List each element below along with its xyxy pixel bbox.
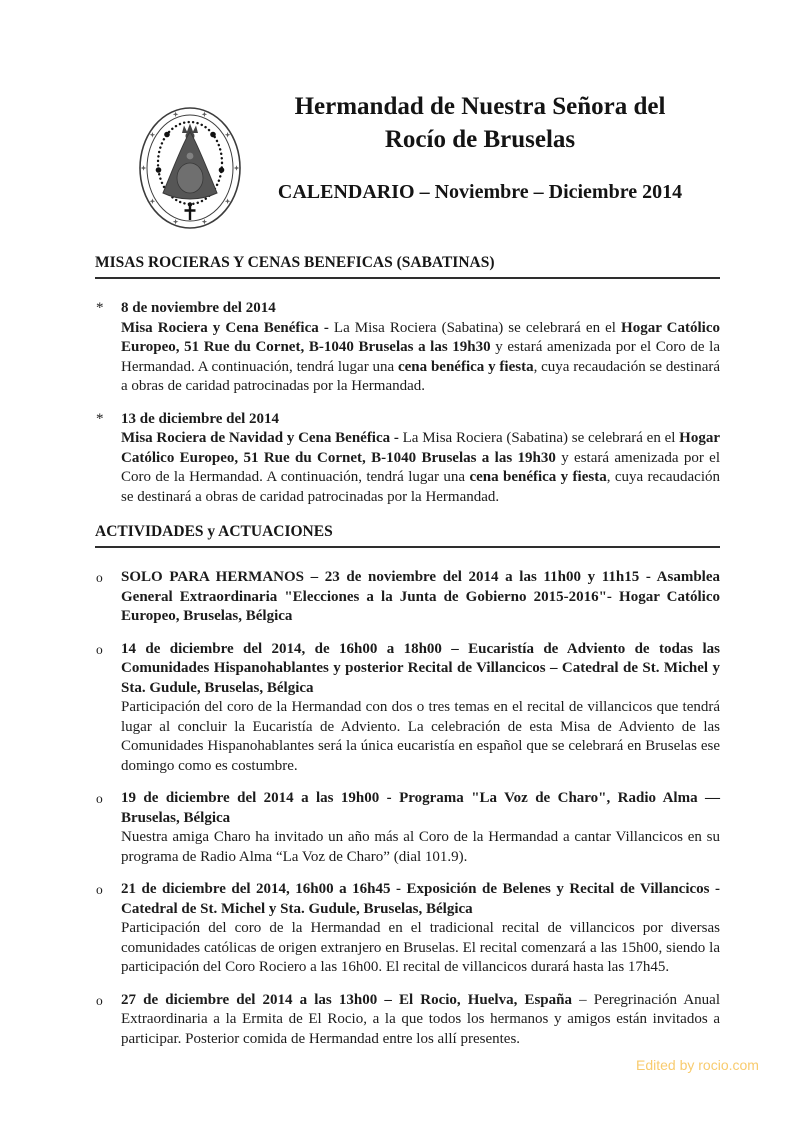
- item-list: [95, 299, 720, 507]
- list-item: [95, 410, 720, 508]
- section-actividades: [95, 523, 720, 1049]
- item-paragraph: Participación del coro de la Hermandad con dos o tres temas en el recital de villancicos que tendrá lugar al concluir la Eucaristía de Adviento. La celebración de esta Misa de Adviento de las Comunidades Hispanohablantes será la única eucaristía en español que se celebrará en Bruselas ese domingo como es costumbre.: [121, 699, 720, 774]
- item-paragraph: Participación del coro de la Hermandad en el tradicional recital de villancicos por diversas comunidades católicas de origen extranjero en Bruselas. El recital comenzará a las 15h00, siendo la participación del Coro Rociero a las 16h00. El recital de villancicos durará hasta las 17h45.: [121, 920, 720, 975]
- item-paragraph: Nuestra amiga Charo ha invitado un año más al Coro de la Hermandad a cantar Villancicos en su programa de Radio Alma “La Voz de Charo” (dial 101.9).: [121, 829, 720, 865]
- list-item: [95, 299, 720, 397]
- bullet-marker: *: [96, 410, 104, 427]
- virgen-del-rocio-icon: [138, 106, 242, 230]
- page-title-line1: Hermandad de Nuestra Señora del: [294, 93, 666, 120]
- section-misas-rocieras: [95, 254, 720, 507]
- item-paragraph: SOLO PARA HERMANOS – 23 de noviembre del 2014 a las 11h00 y 11h15 - Asamblea General Extraordinaria "Elecciones a la Junta de Gobierno 2015-2016"- Hogar Católico Europeo, Bruselas, Bélgica: [121, 569, 720, 624]
- item-paragraph: Misa Rociera y Cena Benéfica - La Misa Rociera (Sabatina) se celebrará en el Hogar Católico Europeo, 51 Rue du Cornet, B-1040 Bruselas a las 19h30 y estará amenizada por el Coro de la Hermandad. A continuación, tendrá lugar una cena benéfica y fiesta, cuya recaudación se destinará a obras de caridad patrocinadas por la Hermandad.: [121, 319, 720, 394]
- list-item: [95, 568, 720, 627]
- item-paragraph: 14 de diciembre del 2014, de 16h00 a 18h00 – Eucaristía de Adviento de todas las Comunidades Hispanohablantes y posterior Recital de Villancicos – Catedral de St. Michel y Sta. Gudule, Bruselas, Bélgica: [121, 640, 720, 696]
- list-item: [95, 640, 720, 777]
- bullet-marker: o: [96, 641, 103, 657]
- bullet-marker: o: [96, 882, 103, 897]
- title-block: [240, 90, 720, 156]
- footer-credit: Edited by rocio.com: [636, 1057, 759, 1073]
- item-paragraph: 21 de diciembre del 2014, 16h00 a 16h45 - Exposición de Belenes y Recital de Villancicos - Catedral de St. Michel y Sta. Gudule, Bruselas, Bélgica: [121, 881, 720, 917]
- page-title-line2: Rocío de Bruselas: [384, 126, 576, 153]
- bullet-marker: o: [96, 570, 103, 585]
- section-heading-actividades: ACTIVIDADES y ACTUACIONES: [95, 523, 720, 548]
- list-item: [95, 789, 720, 867]
- page-title: [240, 90, 720, 156]
- list-item: [95, 991, 720, 1050]
- item-paragraph: 13 de diciembre del 2014: [121, 410, 280, 427]
- hermandad-logo: [138, 106, 242, 230]
- item-paragraph: Misa Rociera de Navidad y Cena Benéfica - La Misa Rociera (Sabatina) se celebrará en el Hogar Católico Europeo, 51 Rue du Cornet, B-1040 Bruselas a las 19h30 y estará amenizada por el Coro de la Hermandad. A continuación, tendrá lugar una cena benéfica y fiesta, cuya recaudación se destinará a obras de caridad patrocinadas por la Hermandad.: [121, 430, 720, 505]
- bullet-marker: *: [96, 300, 104, 316]
- list-item: [95, 880, 720, 978]
- bullet-marker: o: [96, 791, 103, 806]
- calendar-subtitle: CALENDARIO – Noviembre – Diciembre 2014: [277, 181, 683, 203]
- document-content: [95, 254, 720, 1065]
- item-list: [95, 568, 720, 1049]
- section-heading-misas: MISAS ROCIERAS Y CENAS BENEFICAS (SABATINAS): [95, 254, 720, 279]
- item-paragraph: 8 de noviembre del 2014: [121, 300, 276, 316]
- item-paragraph: 27 de diciembre del 2014 a las 13h00 – El Rocio, Huelva, España – Peregrinación Anual Extraordinaria a la Ermita de El Rocio, a la que todos los hermanos y amigos están invitados a participar. Posterior comida de Hermandad entre los allí presentes.: [121, 991, 720, 1047]
- bullet-marker: o: [96, 992, 103, 1008]
- item-paragraph: 19 de diciembre del 2014 a las 19h00 - Programa "La Voz de Charo", Radio Alma — Bruselas, Bélgica: [121, 790, 720, 826]
